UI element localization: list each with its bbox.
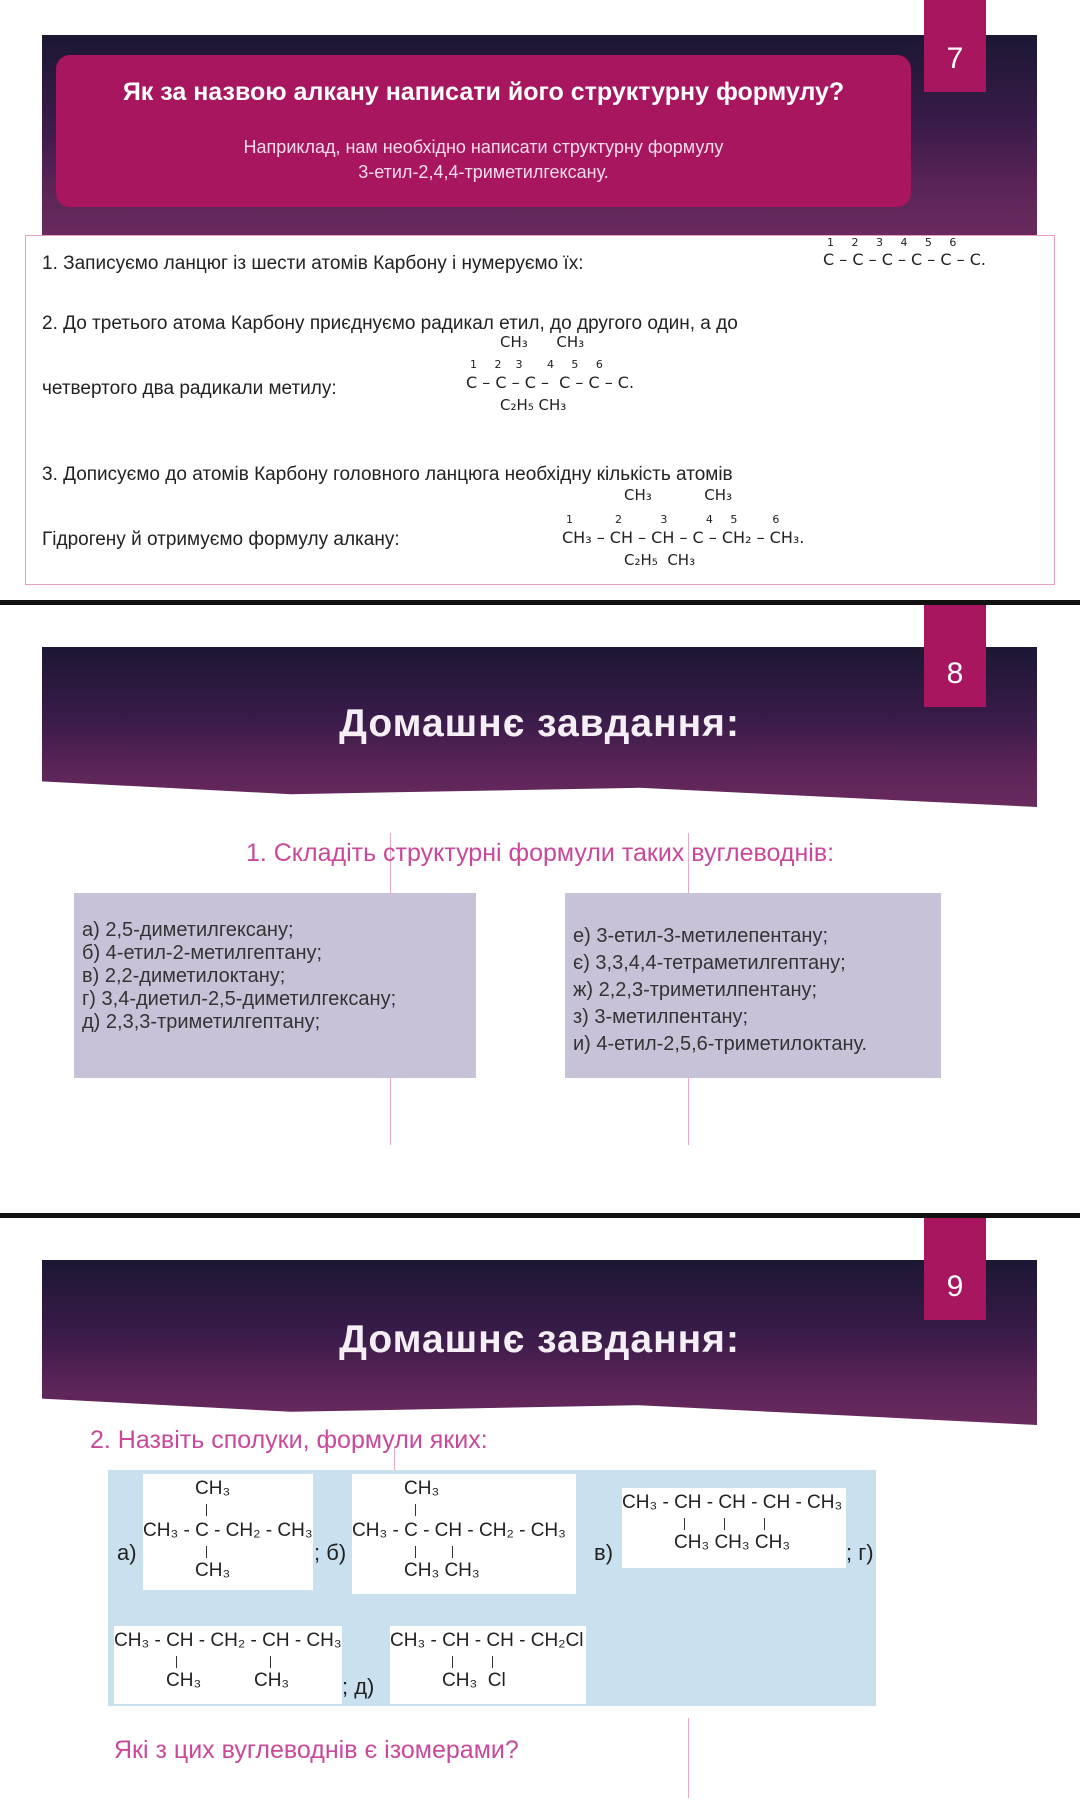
step-2-line-1: 2. До третього атома Карбону приєднуємо радикал етил, до другого один, а до xyxy=(42,313,738,334)
fv-bond-2 xyxy=(724,1518,725,1530)
slide-8-task: 1. Складіть структурні формули таких вуглеводнів: xyxy=(245,839,835,867)
f3-nums: 1 2 3 4 5 6 xyxy=(566,513,780,526)
label-a: а) xyxy=(117,1540,137,1565)
f3-top: CH₃ CH₃ xyxy=(624,486,732,504)
list-item: и) 4-етил-2,5,6-триметилоктану. xyxy=(573,1033,868,1055)
fa-bond-up xyxy=(206,1504,207,1516)
slide-9-title: Домашнє завдання: xyxy=(339,1318,740,1361)
slide-7-subtitle-1: Наприклад, нам необхідно написати структурну формулу xyxy=(243,137,724,157)
f2-top: CH₃ CH₃ xyxy=(500,333,585,351)
fd-bond-1 xyxy=(452,1656,453,1668)
fb-bond-down-2 xyxy=(452,1546,453,1558)
fa-main: CH₃ - C - CH₂ - CH₃ xyxy=(143,1520,313,1541)
slide-9-question: Які з цих вуглеводнів є ізомерами? xyxy=(114,1736,519,1764)
list-item: а) 2,5-диметилгексану; xyxy=(82,919,294,941)
right-list xyxy=(573,923,867,1058)
f2-bottom: C₂H₅ CH₃ xyxy=(500,396,567,414)
guide-line-right xyxy=(688,1718,689,1798)
slide-7 xyxy=(0,0,1080,600)
fb-bond-down-1 xyxy=(415,1546,416,1558)
list-item: б) 4-етил-2-метилгептану; xyxy=(82,942,323,964)
list-item: в) 2,2-диметилоктану; xyxy=(82,965,286,987)
f2-main: C – C – C – C – C – C. xyxy=(466,373,635,392)
fb-main: CH₃ - C - CH - CH₂ - CH₃ xyxy=(352,1520,566,1541)
list-item: д) 2,3,3-триметилгептану; xyxy=(82,1011,321,1033)
slide-8 xyxy=(0,605,1080,1213)
fb-bond-up xyxy=(415,1504,416,1516)
list-item: е) 3-етил-3-метилепентану; xyxy=(573,925,829,947)
fg-bottom: CH₃ CH₃ xyxy=(166,1670,290,1691)
fv-bond-1 xyxy=(684,1518,685,1530)
list-item: ж) 2,2,3-триметилпентану; xyxy=(573,979,818,1001)
list-item: є) 3,3,4,4-тетраметилгептану; xyxy=(573,952,846,974)
list-item: г) 3,4-диетил-2,5-диметилгексану; xyxy=(82,988,397,1010)
fb-top: CH₃ xyxy=(404,1478,440,1499)
slide-number-9: 9 xyxy=(924,1218,986,1320)
fv-bond-3 xyxy=(764,1518,765,1530)
slide-7-subtitle-2: 3-етил-2,4,4-триметилгексану. xyxy=(358,162,609,182)
label-b: ; б) xyxy=(314,1540,347,1565)
formula-step-3 xyxy=(562,486,882,576)
slide-7-title: Як за назвою алкану написати його структурну формулу? xyxy=(122,78,845,106)
fd-bottom: CH₃ Cl xyxy=(442,1670,506,1691)
right-list-box xyxy=(565,893,941,1078)
fd-bond-2 xyxy=(492,1656,493,1668)
step-3-line-1: 3. Дописуємо до атомів Карбону головного ланцюга необхідну кількість атомів xyxy=(42,464,733,485)
fg-bond-1 xyxy=(176,1656,177,1668)
left-list-box xyxy=(74,893,476,1078)
slide-number-8: 8 xyxy=(924,605,986,707)
formula-step-2 xyxy=(466,331,706,421)
fa-top: CH₃ xyxy=(195,1478,231,1499)
label-v: в) xyxy=(594,1540,614,1565)
list-item: з) 3-метилпентану; xyxy=(573,1006,749,1028)
left-list xyxy=(82,919,396,1034)
fg-main: CH₃ - CH - CH₂ - CH - CH₃ xyxy=(114,1630,342,1651)
f2-nums: 1 2 3 4 5 6 xyxy=(470,358,603,371)
label-d: ; д) xyxy=(342,1674,375,1699)
fd-main: CH₃ - CH - CH - CH₂Cl xyxy=(390,1630,584,1651)
label-g: ; г) xyxy=(846,1540,874,1565)
fv-bottom: CH₃ CH₃ CH₃ xyxy=(674,1532,791,1553)
slide-8-title: Домашнє завдання: xyxy=(339,702,740,745)
fb-bottom: CH₃ CH₃ xyxy=(404,1560,480,1581)
fv-main: CH₃ - CH - CH - CH - CH₃ xyxy=(622,1492,843,1513)
slide-number-7: 7 xyxy=(924,0,986,92)
chain-numbers: 1 2 3 4 5 6 xyxy=(827,236,957,249)
slide-9-task: 2. Назвіть сполуки, формули яких: xyxy=(90,1426,488,1454)
f3-bottom: C₂H₅ CH₃ xyxy=(624,551,696,569)
fg-bond-2 xyxy=(270,1656,271,1668)
step-2-line-2: четвертого два радикали метилу: xyxy=(42,378,337,399)
step-1-text: 1. Записуємо ланцюг із шести атомів Карбону і нумеруємо їх: xyxy=(42,253,584,274)
slide-9 xyxy=(0,1218,1080,1809)
fa-bond-down xyxy=(206,1546,207,1558)
step-3-line-2: Гідрогену й отримуємо формулу алкану: xyxy=(42,529,400,550)
fa-bottom: CH₃ xyxy=(195,1560,231,1581)
chain-main: C – C – C – C – C – C. xyxy=(823,250,986,269)
f3-main: CH₃ – CH – CH – C – CH₂ – CH₃. xyxy=(562,528,805,547)
